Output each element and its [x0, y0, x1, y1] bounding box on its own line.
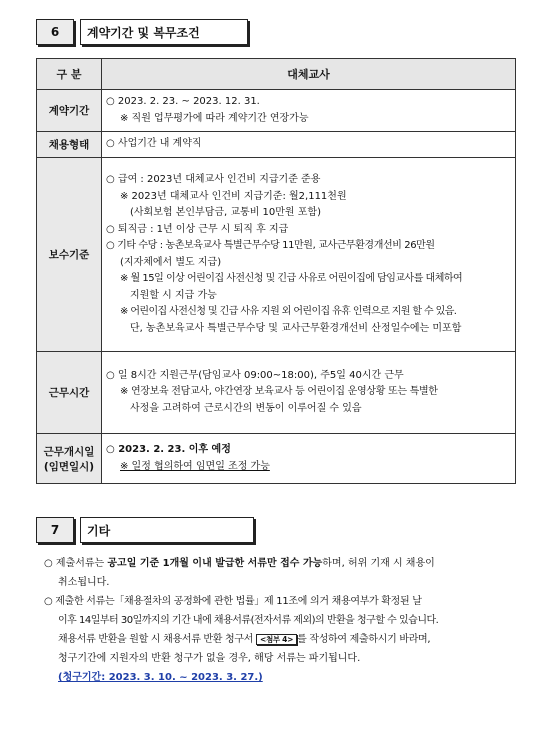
row-label: 근무개시일 (임면일시): [37, 434, 102, 484]
row-content: ○ 사업기간 내 계약직: [102, 132, 516, 158]
notes: [44, 554, 524, 687]
section-7-header: [36, 517, 254, 543]
row-label: 근무시간: [37, 352, 102, 434]
claim-period: (청구기간: 2023. 3. 10. ~ 2023. 3. 27.): [58, 672, 263, 683]
note-line: 이후 14일부터 30일까지의 기간 내에 채용서류(전자서류 제외)의 반환을 청구할 수 있습니다.: [58, 615, 439, 626]
row-label: 보수기준: [37, 158, 102, 352]
row-content: ○ 일 8시간 지원근무(담임교사 09:00~18:00), 주5일 40시간 근무 ※ 연장보육 전담교사, 야간연장 보육교사 등 어린이집 운영상황 또는 특별한 사정을 고려하여 근로시간의 변동이 이루어질 수 있음: [102, 352, 516, 434]
row-content: ○ 급여 : 2023년 대체교사 인건비 지급기준 준용 ※ 2023년 대체교사 인건비 지급기준: 월2,111천원 (사회보험 본인부담금, 교통비 10만원 포함) ○ 퇴직금 : 1년 이상 근무 시 퇴직 후 지급 ○ 기타 수당 : 농촌보육교사 특별근무수당 11만원, 교사근무환경개선비 26만원 (지자체에서 별도 지급) ※ 월 15일 이상 어린이집 사전신청 및 긴급 사유로 어린이집에 담임교사를 대체하여 지원할 시 지급 가능 ※ 어린이집 사전신청 및 긴급 사유 지원 외 어린이집 유휴 인력으로 지원 할 수 있음. 단, 농촌보육교사 특별근무수당 및 교사근무환경개선비 산정일수에는 미포함: [102, 158, 516, 352]
note-line: 채용서류 반환을 원할 시 채용서류 반환 청구서 <첨부 4> 를 작성하여 제출하시기 바라며,: [58, 634, 431, 645]
note-line: 취소됩니다.: [58, 577, 110, 588]
note-line: 청구기간에 지원자의 반환 청구가 없을 경우, 해당 서류는 파기됩니다.: [58, 653, 361, 664]
section-number: 6: [36, 19, 74, 45]
row-content: ○ 2023. 2. 23. 이후 예정 ※ 일정 협의하여 임면일 조정 가능: [102, 434, 516, 484]
section-number: 7: [36, 517, 74, 543]
header-category: 구 분: [37, 59, 102, 90]
row-content: ○ 2023. 2. 23. ~ 2023. 12. 31. ※ 직원 업무평가에 따라 계약기간 연장가능: [102, 90, 516, 132]
note-line: ○ 제출서류는 공고일 기준 1개월 이내 발급한 서류만 접수 가능하며, 허위 기재 시 채용이: [44, 558, 435, 569]
row-label: 계약기간: [37, 90, 102, 132]
section-title: 계약기간 및 복무조건: [80, 19, 248, 45]
row-label: 채용형태: [37, 132, 102, 158]
section-6-header: [36, 19, 248, 45]
section-title: 기타: [80, 517, 254, 543]
attachment-ref: <첨부 4>: [256, 634, 297, 645]
conditions-table: [36, 58, 516, 484]
header-substitute-teacher: 대체교사: [102, 59, 516, 90]
note-line: ○ 제출한 서류는「채용절차의 공정화에 관한 법률」제 11조에 의거 채용여부가 확정된 날: [44, 596, 422, 607]
